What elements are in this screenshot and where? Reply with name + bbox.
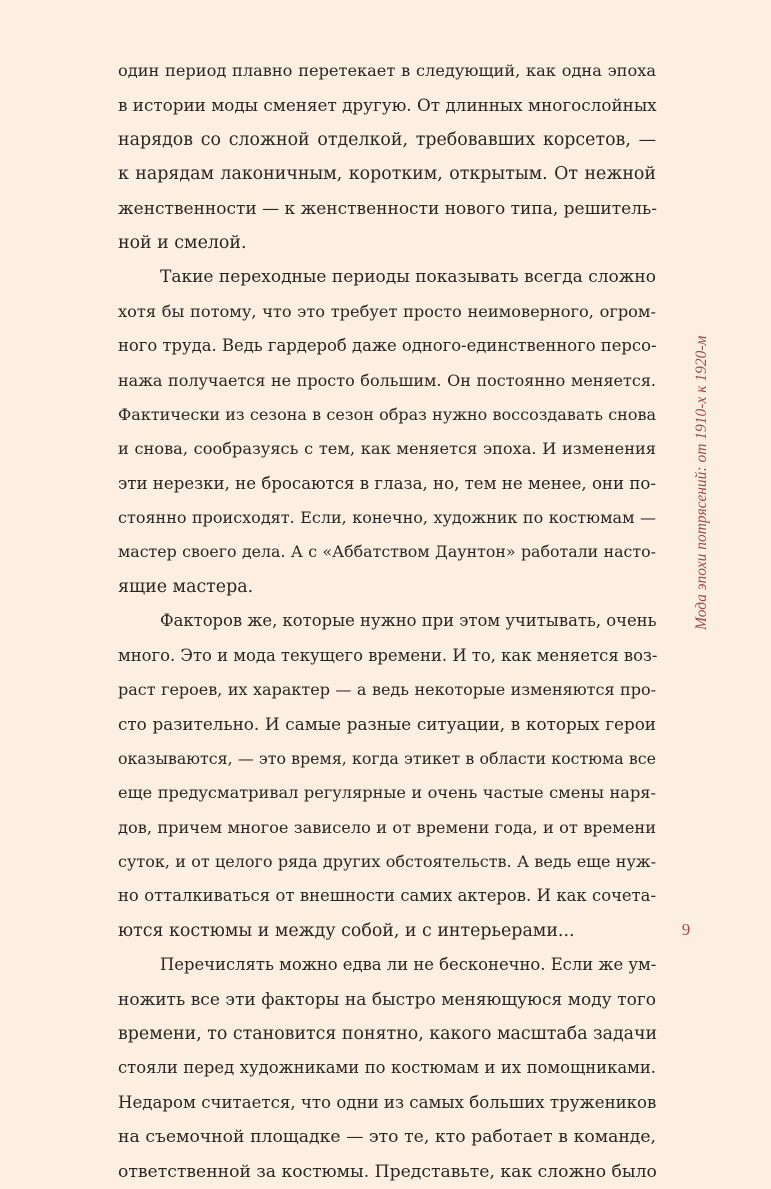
text-line: стоянно происходят. Если, конечно, художник по костюмам — (118, 508, 656, 528)
text-line: ножить все эти факторы на быстро меняющуюся моду того (118, 989, 656, 1010)
page-number: 9 (681, 920, 691, 939)
paragraph (118, 604, 656, 948)
text-line: сто разительно. И самые разные ситуации, в которых герои (118, 714, 656, 735)
text-line: хотя бы потому, что это требует просто неимоверного, огром- (118, 301, 656, 321)
text-line: но отталкиваться от внешности самих актеров. И как сочета- (118, 886, 656, 906)
text-line: Фактически из сезона в сезон образ нужно воссоздавать снова (118, 404, 656, 424)
paragraph (118, 948, 656, 1189)
text-line: и снова, сообразуясь с тем, как меняется эпоха. И изменения (118, 439, 656, 459)
text-line: много. Это и мода текущего времени. И то, как меняется воз- (118, 645, 658, 665)
text-line: в истории моды сменяет другую. От длинных многослойных (118, 95, 657, 116)
text-line: один период плавно перетекает в следующий, как одна эпоха (118, 61, 656, 80)
text-line: ного труда. Ведь гардероб даже одного-единственного персо- (118, 336, 657, 356)
text-line: ной и смелой. (118, 232, 247, 253)
paragraph (118, 260, 656, 604)
text-line: на съемочной площадке — это те, кто работает в команде, (118, 1127, 656, 1148)
text-line: стояли перед художниками по костюмам и их помощниками. (118, 1058, 656, 1078)
text-line: суток, и от целого ряда других обстоятельств. А ведь еще нуж- (118, 851, 656, 871)
text-line: ящие мастера. (118, 576, 254, 597)
text-line: времени, то становится понятно, какого масштаба задачи (118, 1023, 658, 1044)
body-text (118, 54, 656, 1189)
text-line: эти нерезки, не бросаются в глаза, но, тем не менее, они по- (118, 473, 656, 493)
text-line: женственности — к женственности нового типа, решитель- (118, 198, 657, 219)
paragraph (118, 54, 656, 260)
running-head: Мода эпохи потрясений: от 1910-х к 1920-м (693, 335, 710, 630)
text-line: раст героев, их характер — а ведь некоторые изменяются про- (118, 680, 656, 700)
text-line: еще предусматривал регулярные и очень частые смены наря- (118, 783, 656, 803)
text-line: оказываются, — это время, когда этикет в области костюма все (118, 748, 656, 768)
text-line: мастер своего дела. А с «Аббатством Даунтон» работали насто- (118, 542, 656, 562)
text-line: Такие переходные периоды показывать всегда сложно (160, 267, 656, 288)
text-line: нажа получается не просто большим. Он постоянно меняется. (118, 370, 656, 390)
text-line: Перечислять можно едва ли не бесконечно. Если же ум- (160, 955, 657, 975)
text-line: ются костюмы и между собой, и с интерьерами... (118, 920, 575, 941)
text-line: ответственной за костюмы. Представьте, как сложно было (118, 1161, 657, 1182)
text-line: нарядов со сложной отделкой, требовавших корсетов, — (118, 129, 656, 150)
text-line: дов, причем многое зависело и от времени года, и от времени (118, 817, 656, 837)
text-line: Недаром считается, что одни из самых больших тружеников (118, 1092, 657, 1112)
text-line: Факторов же, которые нужно при этом учитывать, очень (160, 611, 657, 631)
text-line: к нарядам лаконичным, коротким, открытым. От нежной (118, 164, 656, 185)
